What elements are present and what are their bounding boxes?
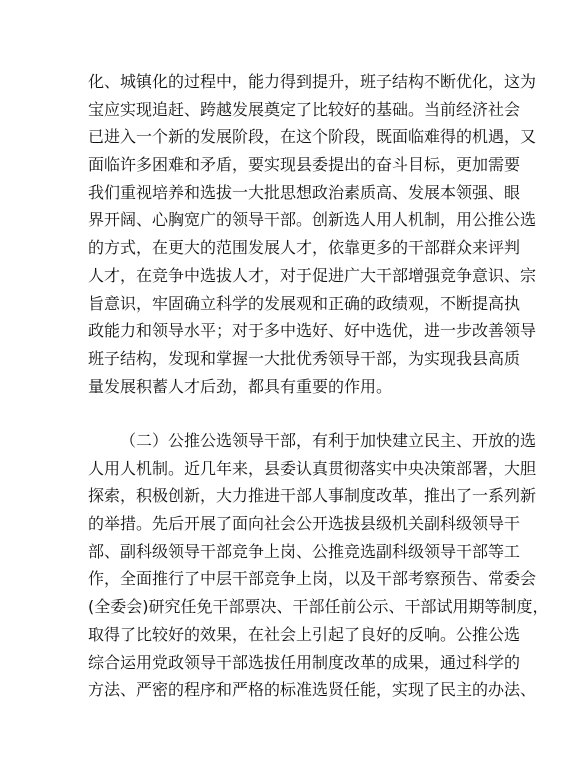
paragraph-2-line-6: 作，全面推行了中层干部竞争上岗，以及干部考察预告、常委会 bbox=[88, 569, 537, 589]
paragraph-1-line-4: 面临许多困难和矛盾，要实现县委提出的奋斗目标，更加需要 bbox=[88, 155, 521, 175]
paragraph-1-line-3: 已进入一个新的发展阶段，在这个阶段，既面临难得的机遇，又 bbox=[88, 127, 537, 147]
paragraph-2-line-2: 人用人机制。近几年来，县委认真贯彻落实中央决策部署，大胆 bbox=[88, 458, 537, 478]
paragraph-2-line-3: 探索，积极创新，大力推进干部人事制度改革，推出了一系列新 bbox=[88, 486, 537, 506]
paragraph-1-line-12: 量发展积蓄人才后劲，都具有重要的作用。 bbox=[88, 376, 393, 396]
paragraph-1-line-6: 界开阔、心胸宽广的领导干部。创新选人用人机制，用公推公选 bbox=[88, 210, 537, 230]
paragraph-1-line-7: 的方式，在更大的范围发展人才，依靠更多的干部群众来评判 bbox=[88, 238, 521, 258]
paragraph-2-line-5: 部、副科级领导干部竞争上岗、公推竞选副科级领导干部等工 bbox=[88, 541, 521, 561]
paragraph-2-line-8: 取得了比较好的效果，在社会上引起了良好的反响。公推公选 bbox=[88, 624, 521, 644]
paragraph-1-line-2: 宝应实现追赶、跨越发展奠定了比较好的基础。当前经济社会 bbox=[88, 99, 521, 119]
paragraph-2-line-9: 综合运用党政领导干部选拔任用制度改革的成果，通过科学的 bbox=[88, 652, 521, 672]
paragraph-1-line-1: 化、城镇化的过程中，能力得到提升，班子结构不断优化，这为 bbox=[88, 72, 537, 91]
paragraph-1-line-11: 班子结构，发现和掌握一大批优秀领导干部，为实现我县高质 bbox=[88, 348, 521, 368]
paragraph-2-line-7: (全委会)研究任免干部票决、干部任前公示、干部试用期等制度， bbox=[88, 597, 549, 617]
paragraph-1-line-5: 我们重视培养和选拔一大批思想政治素质高、发展本领强、眼 bbox=[88, 182, 521, 202]
paragraph-2-line-10: 方法、严密的程序和严格的标准选贤任能，实现了民主的办法、 bbox=[88, 680, 537, 700]
paragraph-2-line-1: （二）公推公选领导干部，有利于加快建立民主、开放的选 bbox=[120, 431, 537, 450]
paragraph-1-line-9: 旨意识，牢固确立科学的发展观和正确的政绩观，不断提高执 bbox=[88, 293, 521, 313]
paragraph-1-line-10: 政能力和领导水平；对于多中选好、好中选优，进一步改善领导 bbox=[88, 321, 537, 341]
paragraph-2 bbox=[88, 427, 549, 704]
paragraph-1 bbox=[88, 68, 537, 400]
paragraph-2-line-4: 的举措。先后开展了面向社会公开选拔县级机关副科级领导干 bbox=[88, 514, 521, 534]
paragraph-1-line-8: 人才，在竞争中选拔人才，对于促进广大干部增强竞争意识、宗 bbox=[88, 265, 537, 285]
